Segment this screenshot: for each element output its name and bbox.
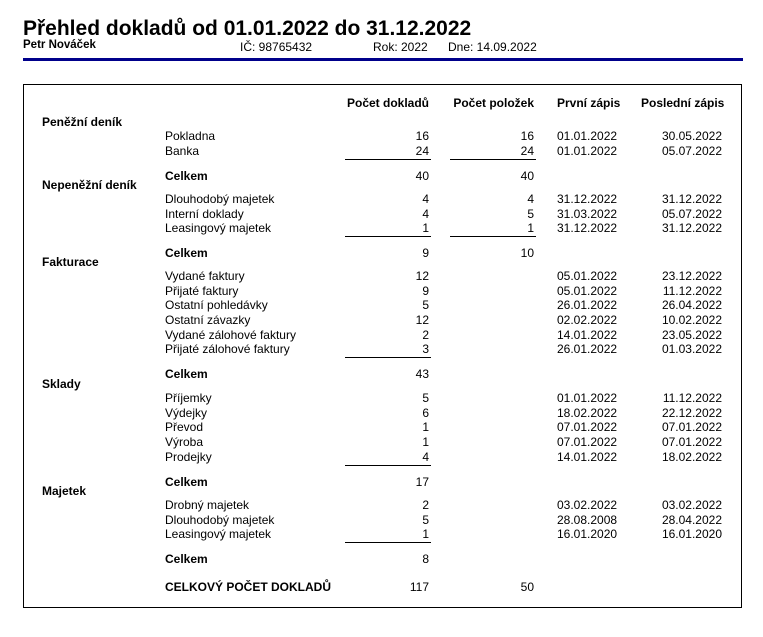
row-first-entry: 14.01.2022 [557, 328, 618, 342]
section-heading: Sklady [42, 377, 81, 391]
row-last-entry: 31.12.2022 [661, 221, 722, 235]
row-docs-count: 1 [422, 527, 429, 541]
section-heading: Nepeněžní deník [42, 178, 137, 192]
row-first-entry: 01.01.2022 [557, 391, 618, 405]
row-label: Vydané zálohové faktury [165, 328, 296, 342]
row-label: Leasingový majetek [165, 527, 272, 541]
row-label: Přijaté zálohové faktury [165, 342, 290, 356]
row-first-entry: 01.01.2022 [557, 144, 618, 158]
row-first-entry: 14.01.2022 [557, 450, 618, 464]
row-last-entry: 07.01.2022 [661, 435, 722, 449]
subtotal-label: Celkem [165, 367, 208, 381]
grand-total-docs: 117 [409, 580, 429, 594]
report-date: Dne: 14.09.2022 [448, 40, 537, 54]
row-first-entry: 05.01.2022 [557, 269, 618, 283]
row-docs-count: 6 [422, 406, 429, 420]
row-last-entry: 23.12.2022 [661, 269, 722, 283]
row-last-entry: 26.04.2022 [661, 298, 722, 312]
row-first-entry: 26.01.2022 [557, 342, 618, 356]
row-label: Dlouhodobý majetek [165, 192, 275, 206]
section-heading: Fakturace [42, 255, 99, 269]
subtotal-rule-items [450, 236, 536, 237]
report-year: Rok: 2022 [373, 40, 428, 54]
row-last-entry: 23.05.2022 [661, 328, 722, 342]
header-divider [23, 58, 743, 61]
column-header-first: První zápis [557, 96, 621, 110]
report-title: Přehled dokladů od 01.01.2022 do 31.12.2022 [23, 17, 472, 40]
subtotal-items: 10 [520, 246, 534, 260]
row-label: Leasingový majetek [165, 221, 272, 235]
row-items-count: 16 [520, 129, 534, 143]
row-label: Ostatní závazky [165, 313, 251, 327]
row-docs-count: 5 [422, 513, 429, 527]
subtotal-docs: 9 [422, 246, 429, 260]
row-last-entry: 11.12.2022 [662, 391, 722, 405]
row-docs-count: 12 [415, 269, 429, 283]
subtotal-rule-items [450, 159, 536, 160]
row-items-count: 24 [520, 144, 534, 158]
row-items-count: 1 [527, 221, 534, 235]
row-last-entry: 05.07.2022 [661, 207, 722, 221]
subtotal-rule-docs [345, 357, 431, 358]
grand-total-items: 50 [520, 580, 534, 594]
subtotal-rule-docs [345, 542, 431, 543]
row-last-entry: 03.02.2022 [661, 498, 722, 512]
row-first-entry: 07.01.2022 [557, 435, 618, 449]
row-last-entry: 05.07.2022 [661, 144, 722, 158]
row-first-entry: 03.02.2022 [557, 498, 618, 512]
row-first-entry: 31.12.2022 [557, 192, 618, 206]
row-label: Výroba [165, 435, 204, 449]
row-last-entry: 31.12.2022 [661, 192, 722, 206]
row-last-entry: 10.02.2022 [661, 313, 722, 327]
row-docs-count: 2 [422, 328, 429, 342]
row-last-entry: 11.12.2022 [662, 284, 722, 298]
row-docs-count: 4 [422, 450, 429, 464]
column-header-docs: Počet dokladů [346, 96, 429, 110]
column-header-last: Poslední zápis [641, 96, 725, 110]
row-label: Drobný majetek [165, 498, 250, 512]
row-first-entry: 31.03.2022 [557, 207, 618, 221]
row-docs-count: 1 [422, 420, 429, 434]
row-first-entry: 01.01.2022 [557, 129, 618, 143]
row-docs-count: 3 [422, 342, 429, 356]
row-items-count: 4 [527, 192, 534, 206]
row-label: Převod [165, 420, 204, 434]
row-label: Výdejky [165, 406, 208, 420]
row-first-entry: 18.02.2022 [557, 406, 618, 420]
row-docs-count: 24 [415, 144, 429, 158]
row-last-entry: 22.12.2022 [661, 406, 722, 420]
row-first-entry: 28.08.2008 [557, 513, 618, 527]
subtotal-rule-docs [345, 159, 431, 160]
subtotal-rule-docs [345, 236, 431, 237]
grand-total-label: CELKOVÝ POČET DOKLADŮ [165, 580, 332, 594]
subtotal-docs: 8 [422, 552, 429, 566]
subtotal-items: 40 [520, 169, 534, 183]
row-docs-count: 9 [422, 284, 429, 298]
subtotal-label: Celkem [165, 246, 208, 260]
row-label: Pokladna [165, 129, 216, 143]
owner-name: Petr Nováček [23, 39, 96, 51]
row-label: Ostatní pohledávky [165, 298, 268, 312]
row-last-entry: 18.02.2022 [661, 450, 722, 464]
row-last-entry: 30.05.2022 [661, 129, 722, 143]
row-label: Vydané faktury [165, 269, 245, 283]
row-last-entry: 01.03.2022 [661, 342, 722, 356]
row-first-entry: 16.01.2020 [557, 527, 618, 541]
row-label: Prodejky [165, 450, 212, 464]
company-id: IČ: 98765432 [240, 40, 313, 54]
row-docs-count: 1 [422, 221, 429, 235]
row-docs-count: 4 [422, 207, 429, 221]
subtotal-label: Celkem [165, 475, 208, 489]
row-docs-count: 2 [422, 498, 429, 512]
row-first-entry: 02.02.2022 [557, 313, 618, 327]
subtotal-docs: 43 [415, 367, 429, 381]
row-label: Přijaté faktury [165, 284, 239, 298]
row-label: Banka [165, 144, 200, 158]
row-first-entry: 31.12.2022 [557, 221, 618, 235]
row-docs-count: 5 [422, 391, 429, 405]
column-header-items: Počet položek [453, 96, 534, 110]
row-last-entry: 16.01.2020 [661, 527, 722, 541]
row-first-entry: 26.01.2022 [557, 298, 618, 312]
row-label: Dlouhodobý majetek [165, 513, 275, 527]
row-last-entry: 28.04.2022 [661, 513, 722, 527]
subtotal-rule-docs [345, 465, 431, 466]
section-heading: Majetek [42, 484, 87, 498]
row-docs-count: 4 [422, 192, 429, 206]
row-last-entry: 07.01.2022 [661, 420, 722, 434]
report-table-frame [23, 84, 742, 608]
row-docs-count: 5 [422, 298, 429, 312]
subtotal-docs: 40 [415, 169, 429, 183]
subtotal-docs: 17 [415, 475, 429, 489]
row-first-entry: 05.01.2022 [557, 284, 618, 298]
row-docs-count: 1 [422, 435, 429, 449]
row-label: Interní doklady [165, 207, 244, 221]
row-docs-count: 12 [415, 313, 429, 327]
row-docs-count: 16 [415, 129, 429, 143]
subtotal-label: Celkem [165, 169, 208, 183]
section-heading: Peněžní deník [42, 115, 123, 129]
row-label: Příjemky [165, 391, 212, 405]
row-items-count: 5 [527, 207, 534, 221]
subtotal-label: Celkem [165, 552, 208, 566]
row-first-entry: 07.01.2022 [557, 420, 618, 434]
